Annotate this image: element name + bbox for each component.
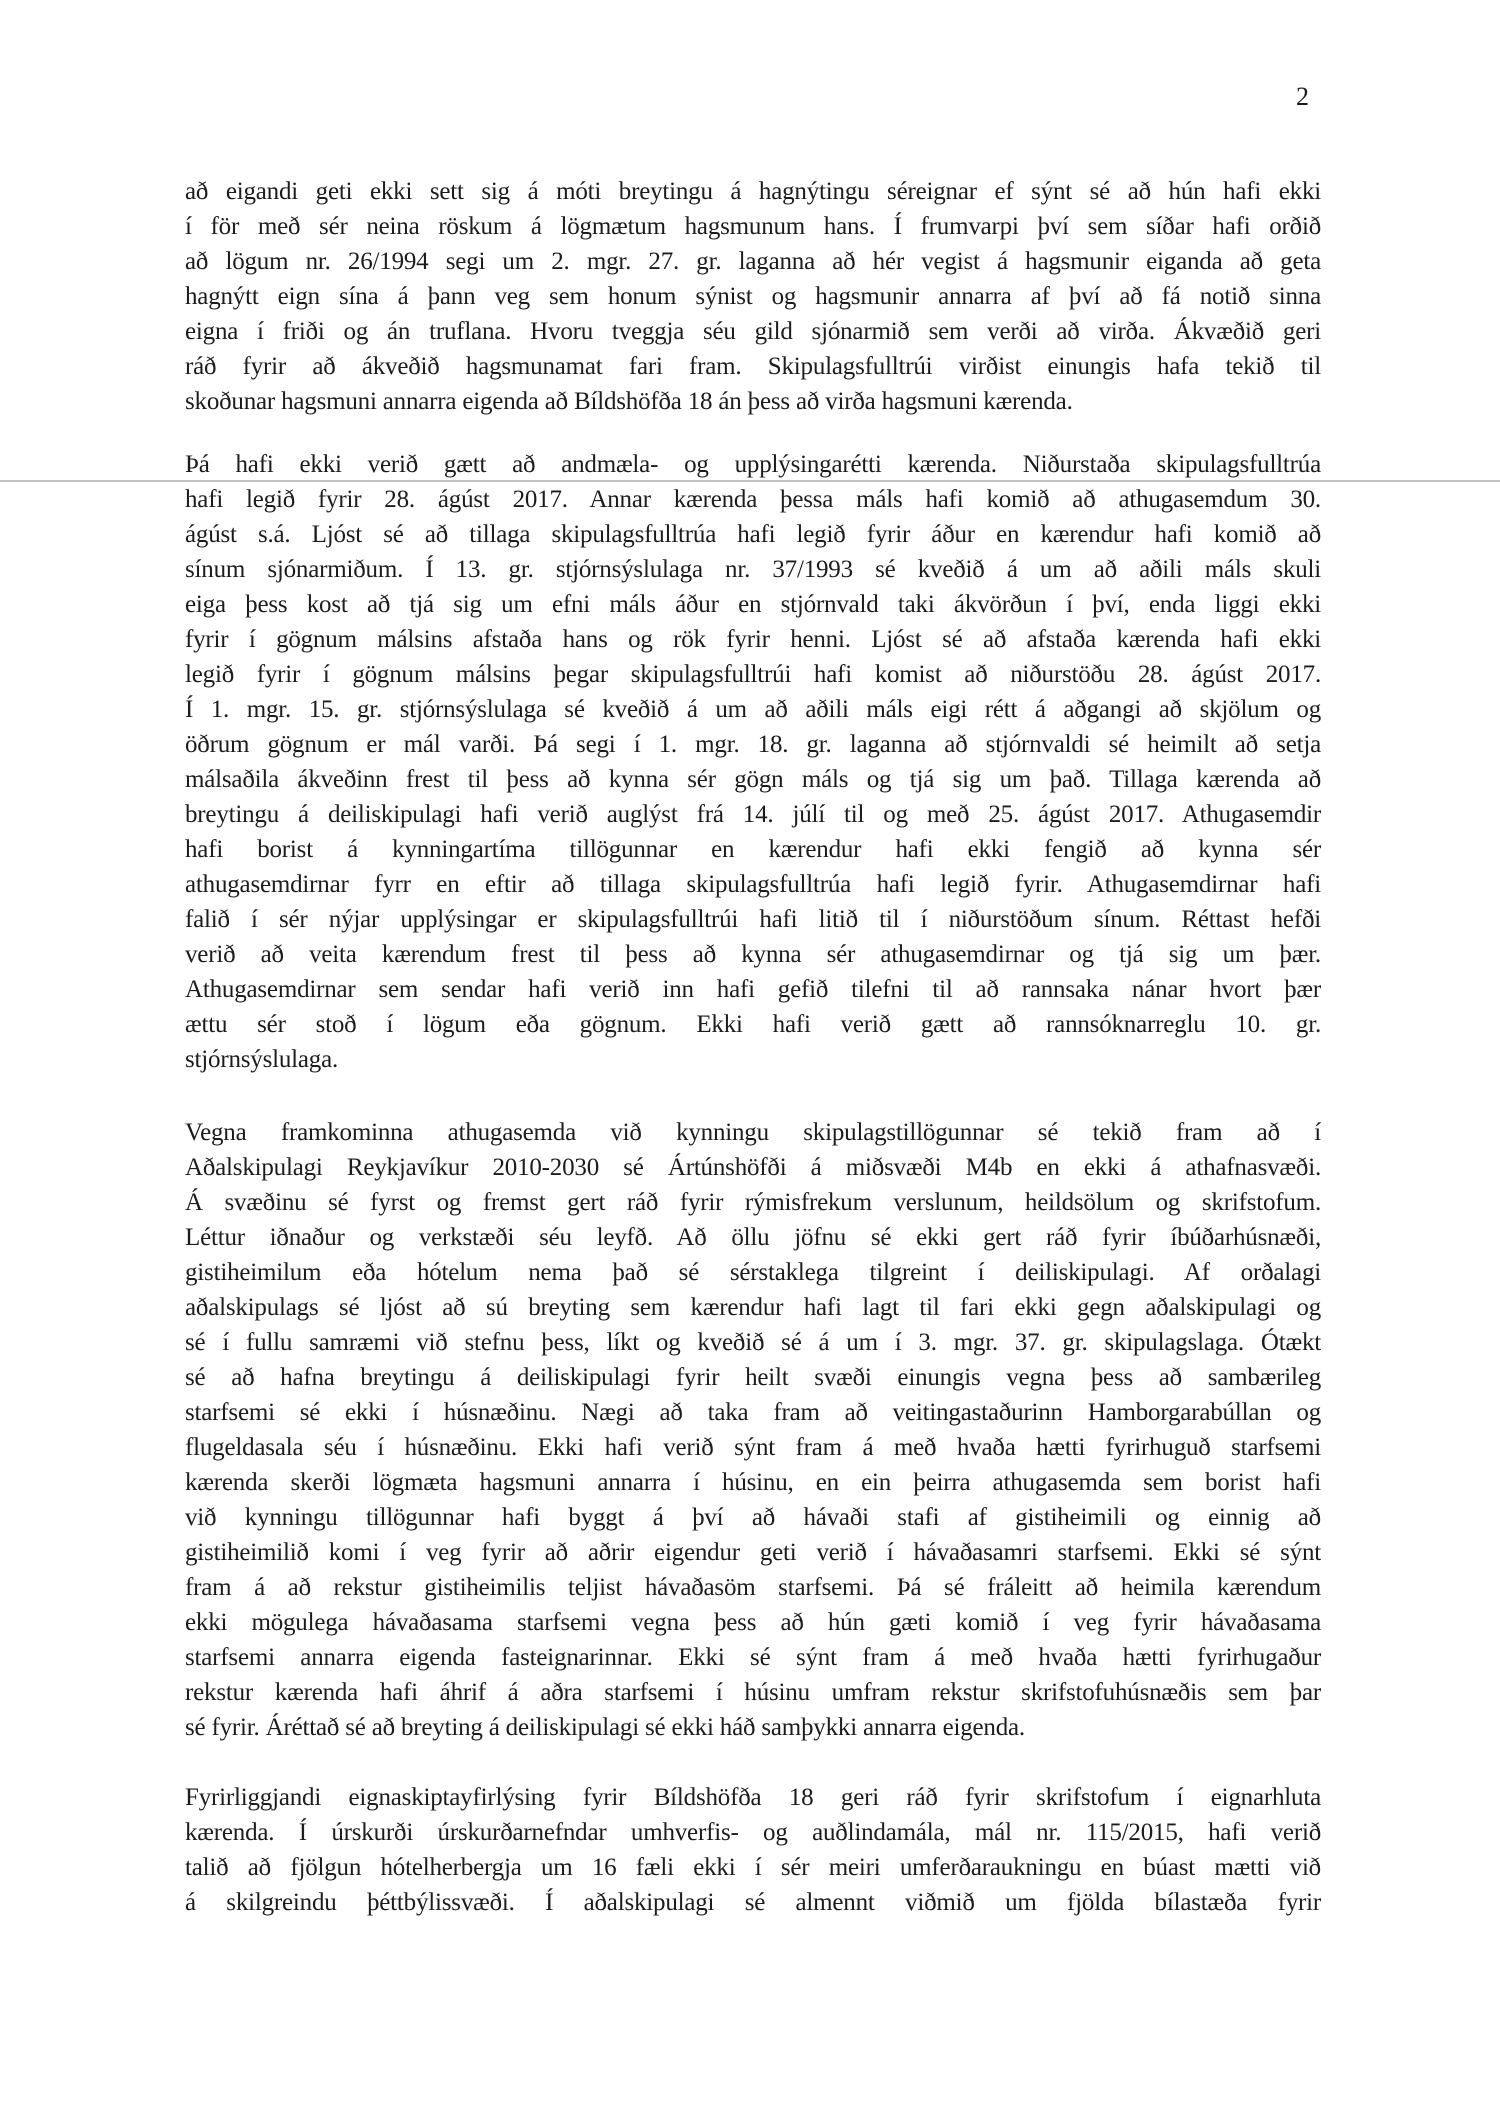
- text-line: breytingu á deiliskipulagi hafi verið auglýst frá 14. júlí til og með 25. ágúst 2017. Athugasemdir: [185, 801, 1321, 828]
- text-line: eigna í friði og án truflana. Hvoru tveggja séu gild sjónarmið sem verði að virða. Ákvæðið geri: [185, 318, 1321, 345]
- paragraph-2: [185, 447, 1321, 1077]
- text-line: ágúst s.á. Ljóst sé að tillaga skipulagsfulltrúa hafi legið fyrir áður en kærendur hafi komið að: [185, 521, 1321, 548]
- text-line: Á svæðinu sé fyrst og fremst gert ráð fyrir rýmisfrekum verslunum, heildsölum og skrifstofum.: [185, 1189, 1321, 1216]
- paragraph-4: [185, 1780, 1321, 1920]
- text-line: kærenda skerði lögmæta hagsmuni annarra í húsinu, en ein þeirra athugasemda sem borist hafi: [185, 1469, 1321, 1496]
- text-line: Vegna framkominna athugasemda við kynningu skipulagstillögunnar sé tekið fram að í: [185, 1119, 1321, 1146]
- text-line: sé að hafna breytingu á deiliskipulagi fyrir heilt svæði einungis vegna þess að sambærileg: [185, 1364, 1321, 1391]
- text-line: Fyrirliggjandi eignaskiptayfirlýsing fyrir Bíldshöfða 18 geri ráð fyrir skrifstofum í eignarhluta: [185, 1784, 1321, 1811]
- text-line: hagnýtt eign sína á þann veg sem honum sýnist og hagsmunir annarra af því að fá notið sinna: [185, 283, 1321, 310]
- text-line: athugasemdirnar fyrr en eftir að tillaga skipulagsfulltrúa hafi legið fyrir. Athugasemdirnar hafi: [185, 871, 1321, 898]
- text-line: stjórnsýslulaga.: [185, 1046, 339, 1073]
- text-line: gistiheimilum eða hótelum nema það sé sérstaklega tilgreint í deiliskipulagi. Af orðalagi: [185, 1259, 1321, 1286]
- text-line: við kynningu tillögunnar hafi byggt á því að hávaði stafi af gistiheimili og einnig að: [185, 1504, 1321, 1531]
- text-line: Þá hafi ekki verið gætt að andmæla- og upplýsingarétti kærenda. Niðurstaða skipulagsfulltrúa: [185, 451, 1321, 478]
- text-line: starfsemi sé ekki í húsnæðinu. Nægi að taka fram að veitingastaðurinn Hamborgarabúllan og: [185, 1399, 1321, 1426]
- text-line: rekstur kærenda hafi áhrif á aðra starfsemi í húsinu umfram rekstur skrifstofuhúsnæðis sem þar: [185, 1679, 1321, 1706]
- text-line: hafi borist á kynningartíma tillögunnar en kærendur hafi ekki fengið að kynna sér: [185, 836, 1321, 863]
- page-number: 2: [1296, 82, 1309, 111]
- text-line: hafi legið fyrir 28. ágúst 2017. Annar kærenda þessa máls hafi komið að athugasemdum 30.: [185, 486, 1321, 513]
- text-line: sé í fullu samræmi við stefnu þess, líkt og kveðið sé á um í 3. mgr. 37. gr. skipulagslaga. Ótækt: [185, 1329, 1321, 1356]
- text-line: fram á að rekstur gistiheimilis teljist hávaðasöm starfsemi. Þá sé fráleitt að heimila kærendum: [185, 1574, 1321, 1601]
- text-line: Í 1. mgr. 15. gr. stjórnsýslulaga sé kveðið á um að aðili máls eigi rétt á aðgangi að skjölum og: [185, 696, 1321, 723]
- text-line: sínum sjónarmiðum. Í 13. gr. stjórnsýslulaga nr. 37/1993 sé kveðið á um að aðili máls skuli: [185, 556, 1321, 583]
- paragraph-3: [185, 1115, 1321, 1745]
- text-line: málsaðila ákveðinn frest til þess að kynna sér gögn máls og tjá sig um það. Tillaga kærenda að: [185, 766, 1321, 793]
- text-line: gistiheimilið komi í veg fyrir að aðrir eigendur geti verið í hávaðasamri starfsemi. Ekki sé sýnt: [185, 1539, 1321, 1566]
- text-line: starfsemi annarra eigenda fasteignarinnar. Ekki sé sýnt fram á með hvaða hætti fyrirhugaður: [185, 1644, 1321, 1671]
- text-line: falið í sér nýjar upplýsingar er skipulagsfulltrúi hafi litið til í niðurstöðum sínum. Réttast hefði: [185, 906, 1321, 933]
- text-line: ekki mögulega hávaðasama starfsemi vegna þess að hún gæti komið í veg fyrir hávaðasama: [185, 1609, 1321, 1636]
- text-line: sé fyrir. Áréttað sé að breyting á deiliskipulagi sé ekki háð samþykki annarra eigenda.: [185, 1714, 1025, 1741]
- text-line: eiga þess kost að tjá sig um efni máls áður en stjórnvald taki ákvörðun í því, enda liggi ekki: [185, 591, 1321, 618]
- text-line: Athugasemdirnar sem sendar hafi verið inn hafi gefið tilefni til að rannsaka nánar hvort þær: [185, 976, 1321, 1003]
- text-line: kærenda. Í úrskurði úrskurðarnefndar umhverfis- og auðlindamála, mál nr. 115/2015, hafi verið: [185, 1819, 1321, 1846]
- paragraph-1: [185, 174, 1321, 419]
- text-line: ráð fyrir að ákveðið hagsmunamat fari fram. Skipulagsfulltrúi virðist einungis hafa tekið til: [185, 353, 1321, 380]
- text-line: öðrum gögnum er mál varði. Þá segi í 1. mgr. 18. gr. laganna að stjórnvaldi sé heimilt að setja: [185, 731, 1321, 758]
- text-line: í för með sér neina röskum á lögmætum hagsmunum hans. Í frumvarpi því sem síðar hafi orðið: [185, 213, 1321, 240]
- text-line: á skilgreindu þéttbýlissvæði. Í aðalskipulagi sé almennt viðmið um fjölda bílastæða fyrir: [185, 1889, 1321, 1916]
- text-line: talið að fjölgun hótelherbergja um 16 fæli ekki í sér meiri umferðaraukningu en búast mætti við: [185, 1854, 1321, 1881]
- text-line: legið fyrir í gögnum málsins þegar skipulagsfulltrúi hafi komist að niðurstöðu 28. ágúst 2017.: [185, 661, 1321, 688]
- text-line: ættu sér stoð í lögum eða gögnum. Ekki hafi verið gætt að rannsóknarreglu 10. gr.: [185, 1011, 1321, 1038]
- text-line: skoðunar hagsmuni annarra eigenda að Bíldshöfða 18 án þess að virða hagsmuni kærenda.: [185, 388, 1073, 415]
- text-line: flugeldasala séu í húsnæðinu. Ekki hafi verið sýnt fram á með hvaða hætti fyrirhuguð starfsemi: [185, 1434, 1321, 1461]
- text-line: að lögum nr. 26/1994 segi um 2. mgr. 27. gr. laganna að hér vegist á hagsmunir eiganda að geta: [185, 248, 1321, 275]
- text-line: fyrir í gögnum málsins afstaða hans og rök fyrir henni. Ljóst sé að afstaða kærenda hafi ekki: [185, 626, 1321, 653]
- text-line: verið að veita kærendum frest til þess að kynna sér athugasemdirnar og tjá sig um þær.: [185, 941, 1321, 968]
- text-line: aðalskipulags sé ljóst að sú breyting sem kærendur hafi lagt til fari ekki gegn aðalskipulagi og: [185, 1294, 1321, 1321]
- text-line: að eigandi geti ekki sett sig á móti breytingu á hagnýtingu séreignar ef sýnt sé að hún hafi ekki: [185, 178, 1321, 205]
- text-line: Aðalskipulagi Reykjavíkur 2010-2030 sé Ártúnshöfði á miðsvæði M4b en ekki á athafnasvæði.: [185, 1154, 1321, 1181]
- text-line: Léttur iðnaður og verkstæði séu leyfð. Að öllu jöfnu sé ekki gert ráð fyrir íbúðarhúsnæði,: [185, 1224, 1321, 1251]
